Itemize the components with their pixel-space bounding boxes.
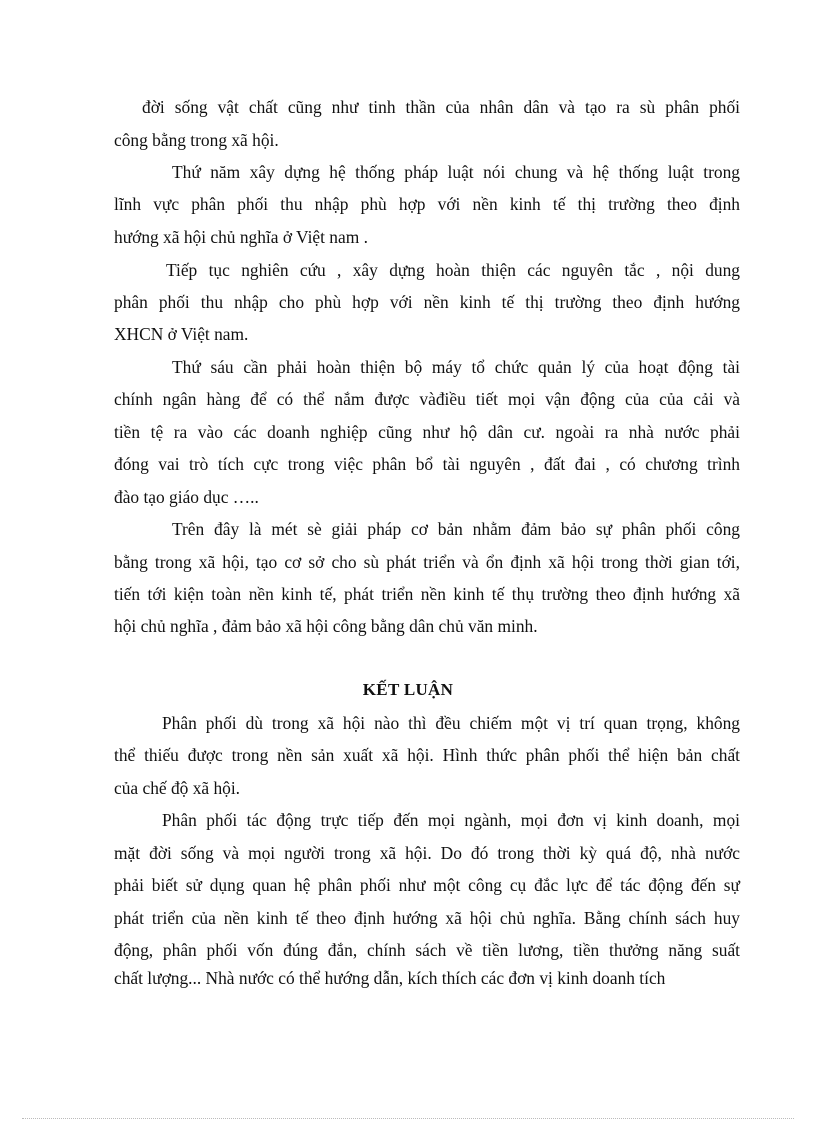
text-line: hướng xã hội chủ nghĩa ở Việt nam . xyxy=(114,227,368,247)
text-line: đời sống vật chất cũng như tinh thần của nhân dân và tạo ra sù phân phối xyxy=(142,97,740,117)
text-line: công bằng trong xã hội. xyxy=(114,130,279,150)
text-line: Thứ sáu cần phải hoàn thiện bộ máy tổ chức quản lý của hoạt động tài xyxy=(172,357,740,377)
text-line: Tiếp tục nghiên cứu , xây dựng hoàn thiện các nguyên tắc , nội dung xyxy=(166,260,740,280)
text-line: đóng vai trò tích cực trong việc phân bổ tài nguyên , đất đai , có chương trình xyxy=(114,454,740,474)
text-line: bằng trong xã hội, tạo cơ sở cho sù phát triển và ổn định xã hội trong thời gian tới, xyxy=(114,552,740,572)
conclusion-heading: KẾT LUẬN xyxy=(362,680,454,699)
text-line: mặt đời sống và mọi người trong xã hội. Do đó trong thời kỳ quá độ, nhà nước xyxy=(114,843,740,863)
text-line: Trên đây là mét sè giải pháp cơ bản nhằm đảm bảo sự phân phối công xyxy=(172,519,740,539)
text-line: hội chủ nghĩa , đảm bảo xã hội công bằng dân chủ văn minh. xyxy=(114,616,538,636)
text-line: tiền tệ ra vào các doanh nghiệp cũng như hộ dân cư. ngoài ra nhà nước phải xyxy=(114,422,740,442)
text-line: phân phối thu nhập cho phù hợp với nền kinh tế thị trường theo định hướng xyxy=(114,292,740,312)
text-line: tiến tới kiện toàn nền kinh tế, phát triển nền kinh tế thụ trường theo định hướng xã xyxy=(114,584,740,604)
text-line: phải biết sử dụng quan hệ phân phối như một công cụ đắc lực để tác động đến sự xyxy=(114,875,740,895)
text-line: chính ngân hàng để có thể nắm được vàđiều tiết mọi vận động của của cải và xyxy=(114,389,740,409)
text-line: XHCN ở Việt nam. xyxy=(114,324,249,344)
text-line: chất lượng... Nhà nước có thể hướng dẫn, kích thích các đơn vị kinh doanh tích xyxy=(114,968,666,988)
text-line: Phân phối tác động trực tiếp đến mọi ngành, mọi đơn vị kinh doanh, mọi xyxy=(162,810,740,830)
text-line: phát triển của nền kinh tế theo định hướng xã hội chủ nghĩa. Bằng chính sách huy xyxy=(114,908,740,928)
text-line: động, phân phối vốn đúng đắn, chính sách về tiền lương, tiền thưởng năng suất xyxy=(114,940,740,960)
text-line: của chế độ xã hội. xyxy=(114,778,241,798)
text-line: Phân phối dù trong xã hội nào thì đều chiếm một vị trí quan trọng, không xyxy=(162,713,740,733)
text-line: lĩnh vực phân phối thu nhập phù hợp với nền kinh tế thị trường theo định xyxy=(114,194,740,214)
page-bottom-divider xyxy=(22,1118,794,1119)
text-line: Thứ năm xây dựng hệ thống pháp luật nói chung và hệ thống luật trong xyxy=(172,162,740,182)
text-line: thể thiếu được trong nền sản xuất xã hội. Hình thức phân phối thể hiện bản chất xyxy=(114,745,740,765)
text-line: đào tạo giáo dục ….. xyxy=(114,487,259,507)
